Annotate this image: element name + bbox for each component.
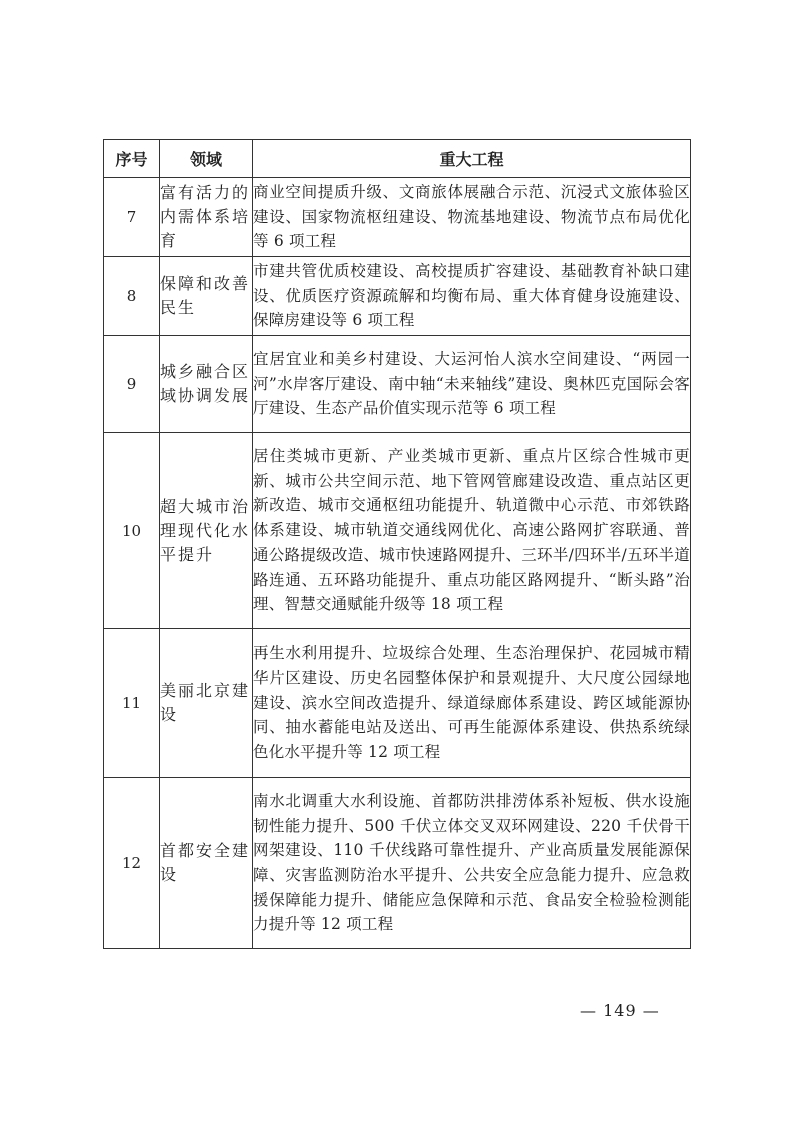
header-project: 重大工程 [253, 140, 691, 178]
row-project: 商业空间提质升级、文商旅体展融合示范、沉浸式文旅体验区建设、国家物流枢纽建设、物流基地建设、物流节点布局优化等 6 项工程 [253, 178, 691, 257]
row-field: 城乡融合区域协调发展 [160, 336, 253, 433]
row-number: 7 [104, 178, 160, 257]
header-no: 序号 [104, 140, 160, 178]
table-row [104, 778, 691, 949]
row-project: 南水北调重大水利设施、首都防洪排涝体系补短板、供水设施韧性能力提升、500 千伏立体交叉双环网建设、220 千伏骨干网架建设、110 千伏线路可靠性提升、产业高质量发展能源保障、灾害监测防治水平提升、公共安全应急能力提升、应急救援保障能力提升、储能应急保障和示范、食品安全检验检测能力提升等 12 项工程 [253, 778, 691, 949]
row-project: 居住类城市更新、产业类城市更新、重点片区综合性城市更新、城市公共空间示范、地下管网管廊建设改造、重点站区更新改造、城市交通枢纽功能提升、轨道微中心示范、市郊铁路体系建设、城市轨道交通线网优化、高速公路网扩容联通、普通公路提级改造、城市快速路网提升、三环半/四环半/五环半道路连通、五环路功能提升、重点功能区路网提升、“断头路”治理、智慧交通赋能升级等 18 项工程 [253, 433, 691, 629]
row-field: 首都安全建设 [160, 778, 253, 949]
table-row [104, 336, 691, 433]
table-row [104, 433, 691, 629]
row-number: 8 [104, 257, 160, 336]
table-row [104, 629, 691, 778]
page-number: — 149 — [580, 1001, 660, 1020]
row-number: 12 [104, 778, 160, 949]
row-project: 再生水利用提升、垃圾综合处理、生态治理保护、花园城市精华片区建设、历史名园整体保护和景观提升、大尺度公园绿地建设、滨水空间改造提升、绿道绿廊体系建设、跨区域能源协同、抽水蓄能电站及送出、可再生能源体系建设、供热系统绿色化水平提升等 12 项工程 [253, 629, 691, 778]
row-field: 保障和改善民生 [160, 257, 253, 336]
table-header-row [104, 140, 691, 178]
row-field: 超大城市治理现代化水平提升 [160, 433, 253, 629]
row-project: 市建共管优质校建设、高校提质扩容建设、基础教育补缺口建设、优质医疗资源疏解和均衡布局、重大体育健身设施建设、保障房建设等 6 项工程 [253, 257, 691, 336]
row-field: 美丽北京建设 [160, 629, 253, 778]
row-number: 9 [104, 336, 160, 433]
row-project: 宜居宜业和美乡村建设、大运河怡人滨水空间建设、“两园一河”水岸客厅建设、南中轴“未来轴线”建设、奥林匹克国际会客厅建设、生态产品价值实现示范等 6 项工程 [253, 336, 691, 433]
row-number: 11 [104, 629, 160, 778]
table-row [104, 257, 691, 336]
row-field: 富有活力的内需体系培育 [160, 178, 253, 257]
header-field: 领域 [160, 140, 253, 178]
row-number: 10 [104, 433, 160, 629]
major-projects-table [103, 139, 691, 949]
table-row [104, 178, 691, 257]
